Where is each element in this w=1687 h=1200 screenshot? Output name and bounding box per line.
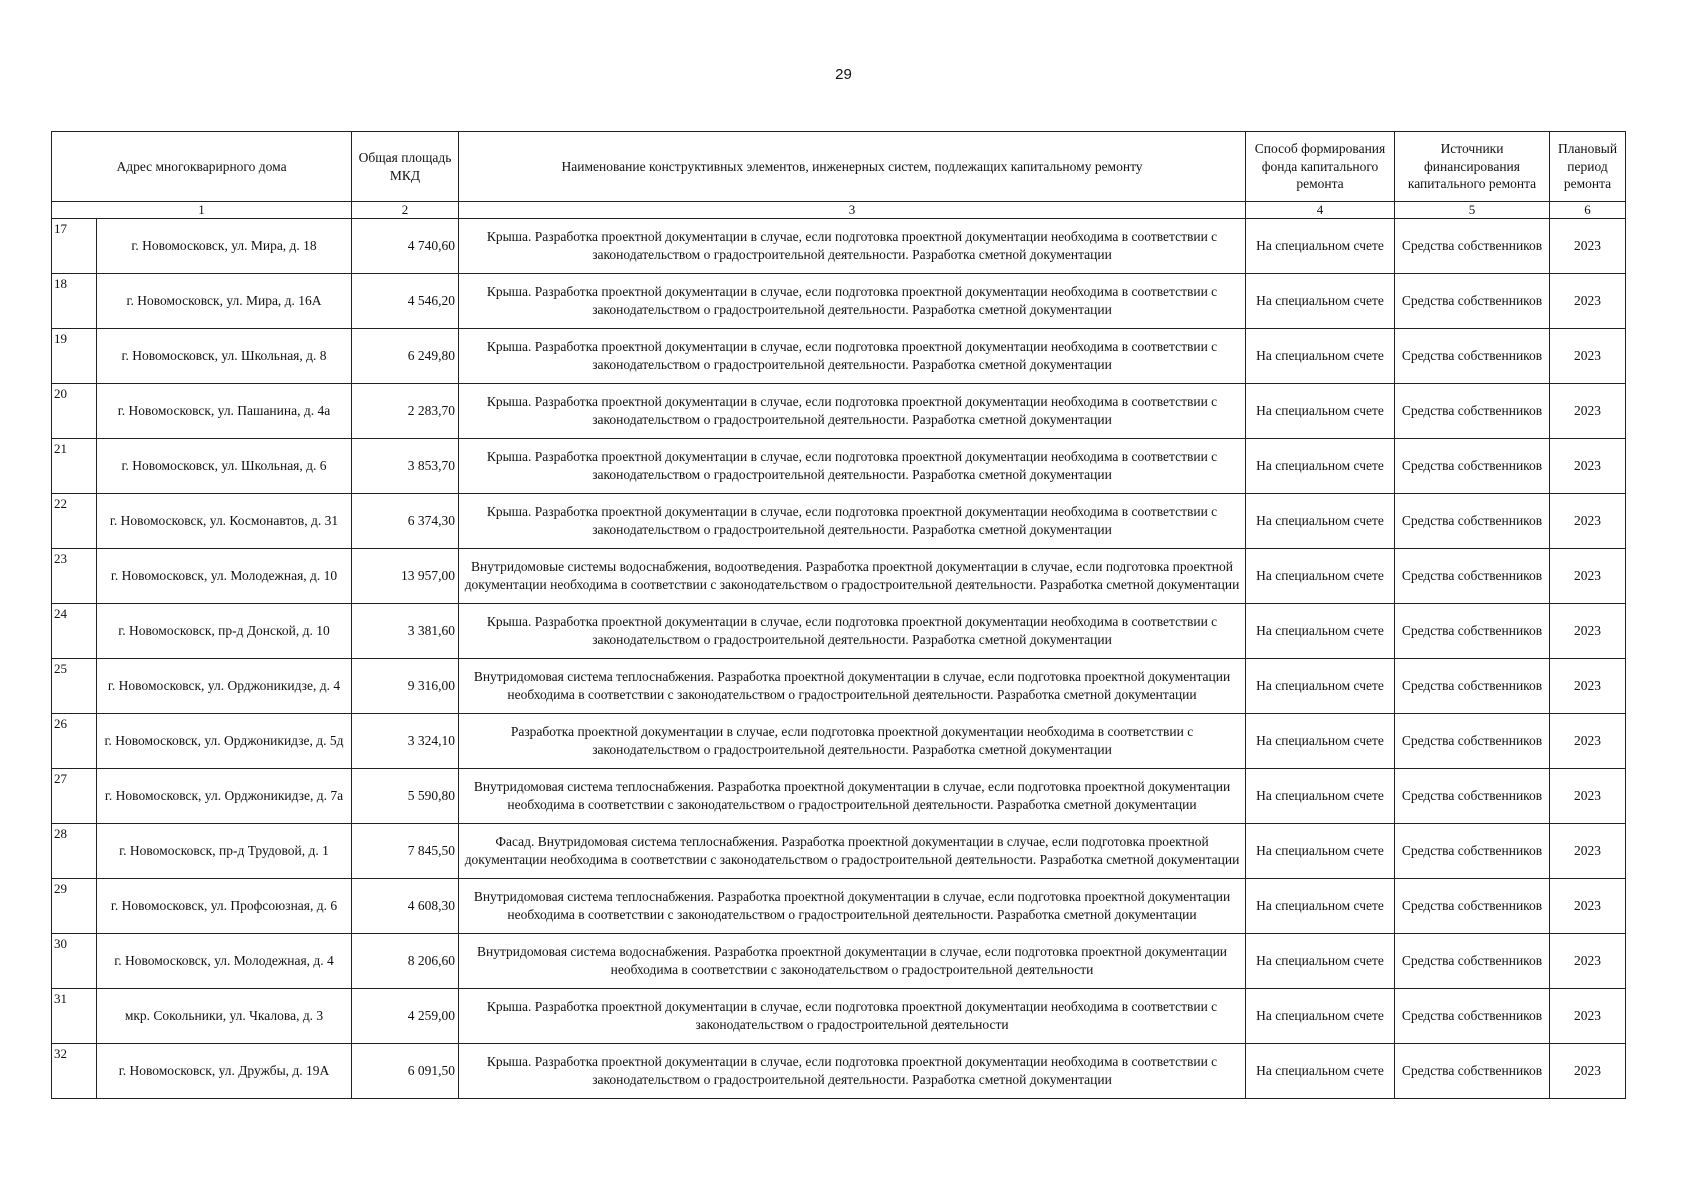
address-cell: г. Новомосковск, ул. Школьная, д. 8	[97, 329, 352, 384]
column-number: 3	[459, 202, 1246, 219]
row-number: 22	[52, 494, 97, 549]
column-number: 4	[1246, 202, 1395, 219]
area-cell: 3 324,10	[352, 714, 459, 769]
area-cell: 4 259,00	[352, 989, 459, 1044]
work-description-cell: Крыша. Разработка проектной документации в случае, если подготовка проектной документации необходима в соответствии с законодательством о градостроительной деятельности. Разработка сметной документации	[459, 219, 1246, 274]
work-description-cell: Крыша. Разработка проектной документации в случае, если подготовка проектной документации необходима в соответствии с законодательством о градостроительной деятельности. Разработка сметной документации	[459, 274, 1246, 329]
funding-method-cell: На специальном счете	[1246, 494, 1395, 549]
work-description-cell: Крыша. Разработка проектной документации в случае, если подготовка проектной документации необходима в соответствии с законодательством о градостроительной деятельности. Разработка сметной документации	[459, 384, 1246, 439]
funding-method-cell: На специальном счете	[1246, 659, 1395, 714]
planned-period-cell: 2023	[1550, 604, 1626, 659]
planned-period-cell: 2023	[1550, 329, 1626, 384]
funding-method-cell: На специальном счете	[1246, 824, 1395, 879]
capital-repair-table	[51, 131, 1626, 1099]
funding-source-cell: Средства собственников	[1395, 989, 1550, 1044]
row-number: 27	[52, 769, 97, 824]
address-cell: г. Новомосковск, пр-д Трудовой, д. 1	[97, 824, 352, 879]
table-row	[52, 274, 1626, 329]
row-number: 20	[52, 384, 97, 439]
address-cell: г. Новомосковск, ул. Молодежная, д. 10	[97, 549, 352, 604]
work-description-cell: Фасад. Внутридомовая система теплоснабжения. Разработка проектной документации в случае, если подготовка проектной документации необходима в соответствии с законодательством о градостроительной деятельности. Разработка сметной документации	[459, 824, 1246, 879]
planned-period-cell: 2023	[1550, 439, 1626, 494]
area-cell: 6 374,30	[352, 494, 459, 549]
funding-method-cell: На специальном счете	[1246, 274, 1395, 329]
area-cell: 3 853,70	[352, 439, 459, 494]
funding-source-cell: Средства собственников	[1395, 604, 1550, 659]
header-work: Наименование конструктивных элементов, инженерных систем, подлежащих капитальному ремонту	[459, 132, 1246, 202]
row-number: 25	[52, 659, 97, 714]
table-body	[52, 219, 1626, 1099]
row-number: 23	[52, 549, 97, 604]
header-area: Общая площадь МКД	[352, 132, 459, 202]
funding-source-cell: Средства собственников	[1395, 494, 1550, 549]
planned-period-cell: 2023	[1550, 274, 1626, 329]
funding-source-cell: Средства собственников	[1395, 384, 1550, 439]
column-number: 2	[352, 202, 459, 219]
address-cell: г. Новомосковск, ул. Орджоникидзе, д. 5д	[97, 714, 352, 769]
area-cell: 9 316,00	[352, 659, 459, 714]
funding-method-cell: На специальном счете	[1246, 219, 1395, 274]
column-number: 1	[52, 202, 352, 219]
work-description-cell: Крыша. Разработка проектной документации в случае, если подготовка проектной документации необходима в соответствии с законодательством о градостроительной деятельности. Разработка сметной документации	[459, 439, 1246, 494]
planned-period-cell: 2023	[1550, 219, 1626, 274]
area-cell: 5 590,80	[352, 769, 459, 824]
area-cell: 4 740,60	[352, 219, 459, 274]
funding-method-cell: На специальном счете	[1246, 604, 1395, 659]
planned-period-cell: 2023	[1550, 879, 1626, 934]
table-row	[52, 384, 1626, 439]
area-cell: 2 283,70	[352, 384, 459, 439]
address-cell: г. Новомосковск, ул. Школьная, д. 6	[97, 439, 352, 494]
work-description-cell: Крыша. Разработка проектной документации в случае, если подготовка проектной документации необходима в соответствии с законодательством о градостроительной деятельности. Разработка сметной документации	[459, 494, 1246, 549]
table-row	[52, 934, 1626, 989]
table-row	[52, 219, 1626, 274]
funding-source-cell: Средства собственников	[1395, 714, 1550, 769]
funding-source-cell: Средства собственников	[1395, 824, 1550, 879]
table-row	[52, 769, 1626, 824]
work-description-cell: Разработка проектной документации в случае, если подготовка проектной документации необходима в соответствии с законодательством о градостроительной деятельности. Разработка сметной документации	[459, 714, 1246, 769]
address-cell: г. Новомосковск, ул. Орджоникидзе, д. 4	[97, 659, 352, 714]
funding-method-cell: На специальном счете	[1246, 384, 1395, 439]
area-cell: 3 381,60	[352, 604, 459, 659]
funding-source-cell: Средства собственников	[1395, 934, 1550, 989]
row-number: 32	[52, 1044, 97, 1099]
planned-period-cell: 2023	[1550, 769, 1626, 824]
work-description-cell: Крыша. Разработка проектной документации в случае, если подготовка проектной документации необходима в соответствии с законодательством о градостроительной деятельности. Разработка сметной документации	[459, 604, 1246, 659]
table-row	[52, 494, 1626, 549]
work-description-cell: Крыша. Разработка проектной документации в случае, если подготовка проектной документации необходима в соответствии с законодательством о градостроительной деятельности. Разработка сметной документации	[459, 1044, 1246, 1099]
row-number: 29	[52, 879, 97, 934]
area-cell: 8 206,60	[352, 934, 459, 989]
work-description-cell: Внутридомовые системы водоснабжения, водоотведения. Разработка проектной документации в случае, если подготовка проектной документации необходима в соответствии с законодательством о градостроительной деятельности. Разработка сметной документации	[459, 549, 1246, 604]
work-description-cell: Внутридомовая система водоснабжения. Разработка проектной документации в случае, если подготовка проектной документации необходима в соответствии с законодательством о градостроительной деятельности	[459, 934, 1246, 989]
work-description-cell: Внутридомовая система теплоснабжения. Разработка проектной документации в случае, если подготовка проектной документации необходима в соответствии с законодательством о градостроительной деятельности. Разработка сметной документации	[459, 659, 1246, 714]
address-cell: г. Новомосковск, ул. Мира, д. 16А	[97, 274, 352, 329]
table-row	[52, 879, 1626, 934]
planned-period-cell: 2023	[1550, 659, 1626, 714]
table-row	[52, 439, 1626, 494]
area-cell: 13 957,00	[352, 549, 459, 604]
table-row	[52, 659, 1626, 714]
address-cell: г. Новомосковск, пр-д Донской, д. 10	[97, 604, 352, 659]
funding-method-cell: На специальном счете	[1246, 439, 1395, 494]
row-number: 30	[52, 934, 97, 989]
funding-source-cell: Средства собственников	[1395, 439, 1550, 494]
planned-period-cell: 2023	[1550, 989, 1626, 1044]
work-description-cell: Внутридомовая система теплоснабжения. Разработка проектной документации в случае, если подготовка проектной документации необходима в соответствии с законодательством о градостроительной деятельности. Разработка сметной документации	[459, 879, 1246, 934]
funding-source-cell: Средства собственников	[1395, 274, 1550, 329]
page-number: 29	[835, 66, 852, 83]
planned-period-cell: 2023	[1550, 549, 1626, 604]
planned-period-cell: 2023	[1550, 1044, 1626, 1099]
address-cell: г. Новомосковск, ул. Космонавтов, д. 31	[97, 494, 352, 549]
address-cell: мкр. Сокольники, ул. Чкалова, д. 3	[97, 989, 352, 1044]
work-description-cell: Внутридомовая система теплоснабжения. Разработка проектной документации в случае, если подготовка проектной документации необходима в соответствии с законодательством о градостроительной деятельности. Разработка сметной документации	[459, 769, 1246, 824]
funding-source-cell: Средства собственников	[1395, 879, 1550, 934]
funding-method-cell: На специальном счете	[1246, 549, 1395, 604]
table-row	[52, 549, 1626, 604]
header-address: Адрес многокварирного дома	[52, 132, 352, 202]
row-number: 24	[52, 604, 97, 659]
table-row	[52, 604, 1626, 659]
row-number: 26	[52, 714, 97, 769]
row-number: 31	[52, 989, 97, 1044]
column-number-row	[52, 202, 1626, 219]
area-cell: 4 546,20	[352, 274, 459, 329]
address-cell: г. Новомосковск, ул. Орджоникидзе, д. 7а	[97, 769, 352, 824]
row-number: 28	[52, 824, 97, 879]
header-method: Способ формирования фонда капитального ремонта	[1246, 132, 1395, 202]
table-row	[52, 1044, 1626, 1099]
table-row	[52, 989, 1626, 1044]
funding-source-cell: Средства собственников	[1395, 659, 1550, 714]
area-cell: 6 249,80	[352, 329, 459, 384]
funding-method-cell: На специальном счете	[1246, 714, 1395, 769]
area-cell: 7 845,50	[352, 824, 459, 879]
table-row	[52, 824, 1626, 879]
row-number: 17	[52, 219, 97, 274]
funding-method-cell: На специальном счете	[1246, 769, 1395, 824]
column-number: 6	[1550, 202, 1626, 219]
planned-period-cell: 2023	[1550, 494, 1626, 549]
address-cell: г. Новомосковск, ул. Профсоюзная, д. 6	[97, 879, 352, 934]
funding-method-cell: На специальном счете	[1246, 879, 1395, 934]
header-source: Источники финансирования капитального ремонта	[1395, 132, 1550, 202]
funding-source-cell: Средства собственников	[1395, 769, 1550, 824]
row-number: 18	[52, 274, 97, 329]
funding-source-cell: Средства собственников	[1395, 219, 1550, 274]
area-cell: 4 608,30	[352, 879, 459, 934]
area-cell: 6 091,50	[352, 1044, 459, 1099]
work-description-cell: Крыша. Разработка проектной документации в случае, если подготовка проектной документации необходима в соответствии с законодательством о градостроительной деятельности. Разработка сметной документации	[459, 329, 1246, 384]
column-number: 5	[1395, 202, 1550, 219]
row-number: 21	[52, 439, 97, 494]
table-row	[52, 714, 1626, 769]
header-row	[52, 132, 1626, 202]
address-cell: г. Новомосковск, ул. Мира, д. 18	[97, 219, 352, 274]
row-number: 19	[52, 329, 97, 384]
work-description-cell: Крыша. Разработка проектной документации в случае, если подготовка проектной документации необходима в соответствии с законодательством о градостроительной деятельности	[459, 989, 1246, 1044]
address-cell: г. Новомосковск, ул. Молодежная, д. 4	[97, 934, 352, 989]
funding-method-cell: На специальном счете	[1246, 989, 1395, 1044]
table-row	[52, 329, 1626, 384]
funding-method-cell: На специальном счете	[1246, 329, 1395, 384]
planned-period-cell: 2023	[1550, 824, 1626, 879]
planned-period-cell: 2023	[1550, 934, 1626, 989]
funding-source-cell: Средства собственников	[1395, 1044, 1550, 1099]
header-period: Плановый период ремонта	[1550, 132, 1626, 202]
planned-period-cell: 2023	[1550, 714, 1626, 769]
funding-method-cell: На специальном счете	[1246, 1044, 1395, 1099]
address-cell: г. Новомосковск, ул. Пашанина, д. 4а	[97, 384, 352, 439]
planned-period-cell: 2023	[1550, 384, 1626, 439]
address-cell: г. Новомосковск, ул. Дружбы, д. 19А	[97, 1044, 352, 1099]
funding-source-cell: Средства собственников	[1395, 549, 1550, 604]
funding-method-cell: На специальном счете	[1246, 934, 1395, 989]
funding-source-cell: Средства собственников	[1395, 329, 1550, 384]
